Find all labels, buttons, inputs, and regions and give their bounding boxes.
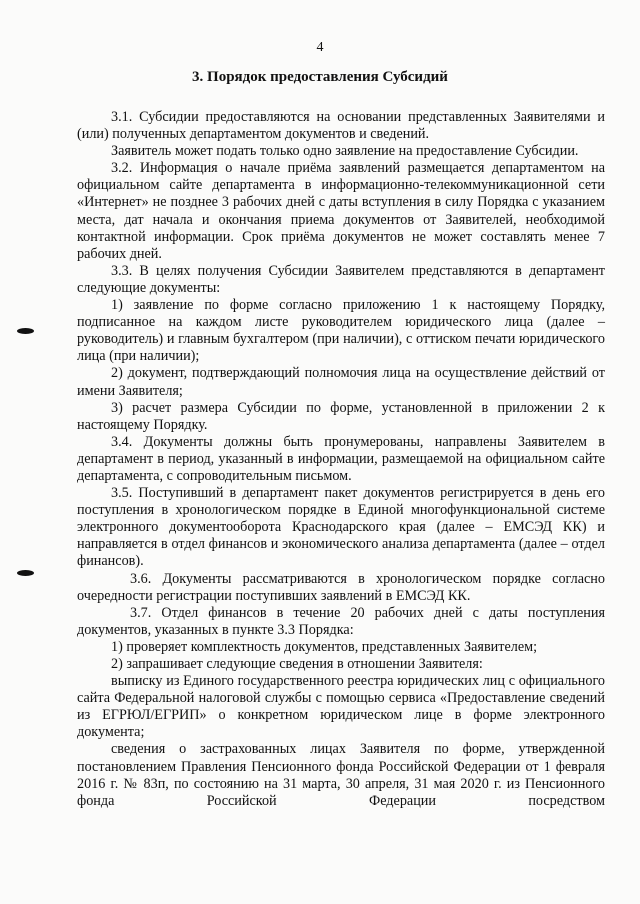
binding-hole-mark [17,328,34,334]
paragraph-3-2: 3.2. Информация о начале приёма заявлений размещается департаментом на официальном сайте департамента в информационно-телекоммуникационной сети «Интернет» не позднее 3 рабочих дней с даты вступления в силу Порядка с указанием места, дат начала и окончания приема документов от Заявителей, необходимой контактной информации. Срок приёма документов не может составлять менее 7 рабочих дней. [77,160,605,262]
list-item-3-3-3: 3) расчет размера Субсидии по форме, установленной в приложении 2 к настоящему Порядку. [77,399,605,433]
paragraph-3-1: 3.1. Субсидии предоставляются на основании представленных Заявителями и (или) полученных департаментом документов и сведений. [77,109,605,143]
paragraph-3-3: 3.3. В целях получения Субсидии Заявителем представляются в департамент следующие документы: [77,262,605,296]
sub-item-egrul-extract: выписку из Единого государственного реестра юридических лиц с официального сайта Федеральной налоговой службы с помощью сервиса «Предоставление сведений из ЕГРЮЛ/ЕГРИП» о конкретном юридическом лице в форме электронного документа; [77,673,605,741]
paragraph-3-4: 3.4. Документы должны быть пронумерованы, направлены Заявителем в департамент в период, указанный в информации, размещаемой на официальном сайте департамента, с сопроводительным письмом. [77,433,605,484]
sub-item-insured-persons: сведения о застрахованных лицах Заявителя по форме, утвержденной постановлением Правления Пенсионного фонда Российской Федерации от 1 февраля 2016 г. № 83п, по состоянию на 31 марта, 30 апреля, 31 мая 2020 г. из Пенсионного фонда Российской Федерации посредством [77,741,605,809]
paragraph-single-application: Заявитель может подать только одно заявление на предоставление Субсидии. [111,143,579,160]
page-number: 4 [316,40,324,55]
section-heading: 3. Порядок предоставления Субсидий [192,69,448,85]
paragraph-3-6: 3.6. Документы рассматриваются в хронологическом порядке согласно очередности регистрации поступивших заявлений в ЕМСЭД КК. [77,570,605,604]
document-body [77,109,605,810]
list-item-3-7-2: 2) запрашивает следующие сведения в отношении Заявителя: [111,656,483,672]
binding-hole-mark [17,570,34,576]
paragraph-3-7: 3.7. Отдел финансов в течение 20 рабочих дней с даты поступления документов, указанных в пункте 3.3 Порядка: [77,604,605,638]
paragraph-3-5: 3.5. Поступивший в департамент пакет документов регистрируется в день его поступления в хронологическом порядке в Единой многофункциональной системе электронного документооборота Краснодарского края (далее – ЕМСЭД КК) и направляется в отдел финансов и экономического анализа департамента (далее – отдел финансов). [77,485,605,570]
list-item-3-7-1: 1) проверяет комплектность документов, представленных Заявителем; [111,638,538,655]
list-item-3-3-1: 1) заявление по форме согласно приложению 1 к настоящему Порядку, подписанное на каждом листе руководителем юридического лица (далее – руководитель) и главным бухгалтером (при наличии), с оттиском печати юридического лица (при наличии); [77,297,605,365]
list-item-3-3-2: 2) документ, подтверждающий полномочия лица на осуществление действий от имени Заявителя; [77,365,605,399]
